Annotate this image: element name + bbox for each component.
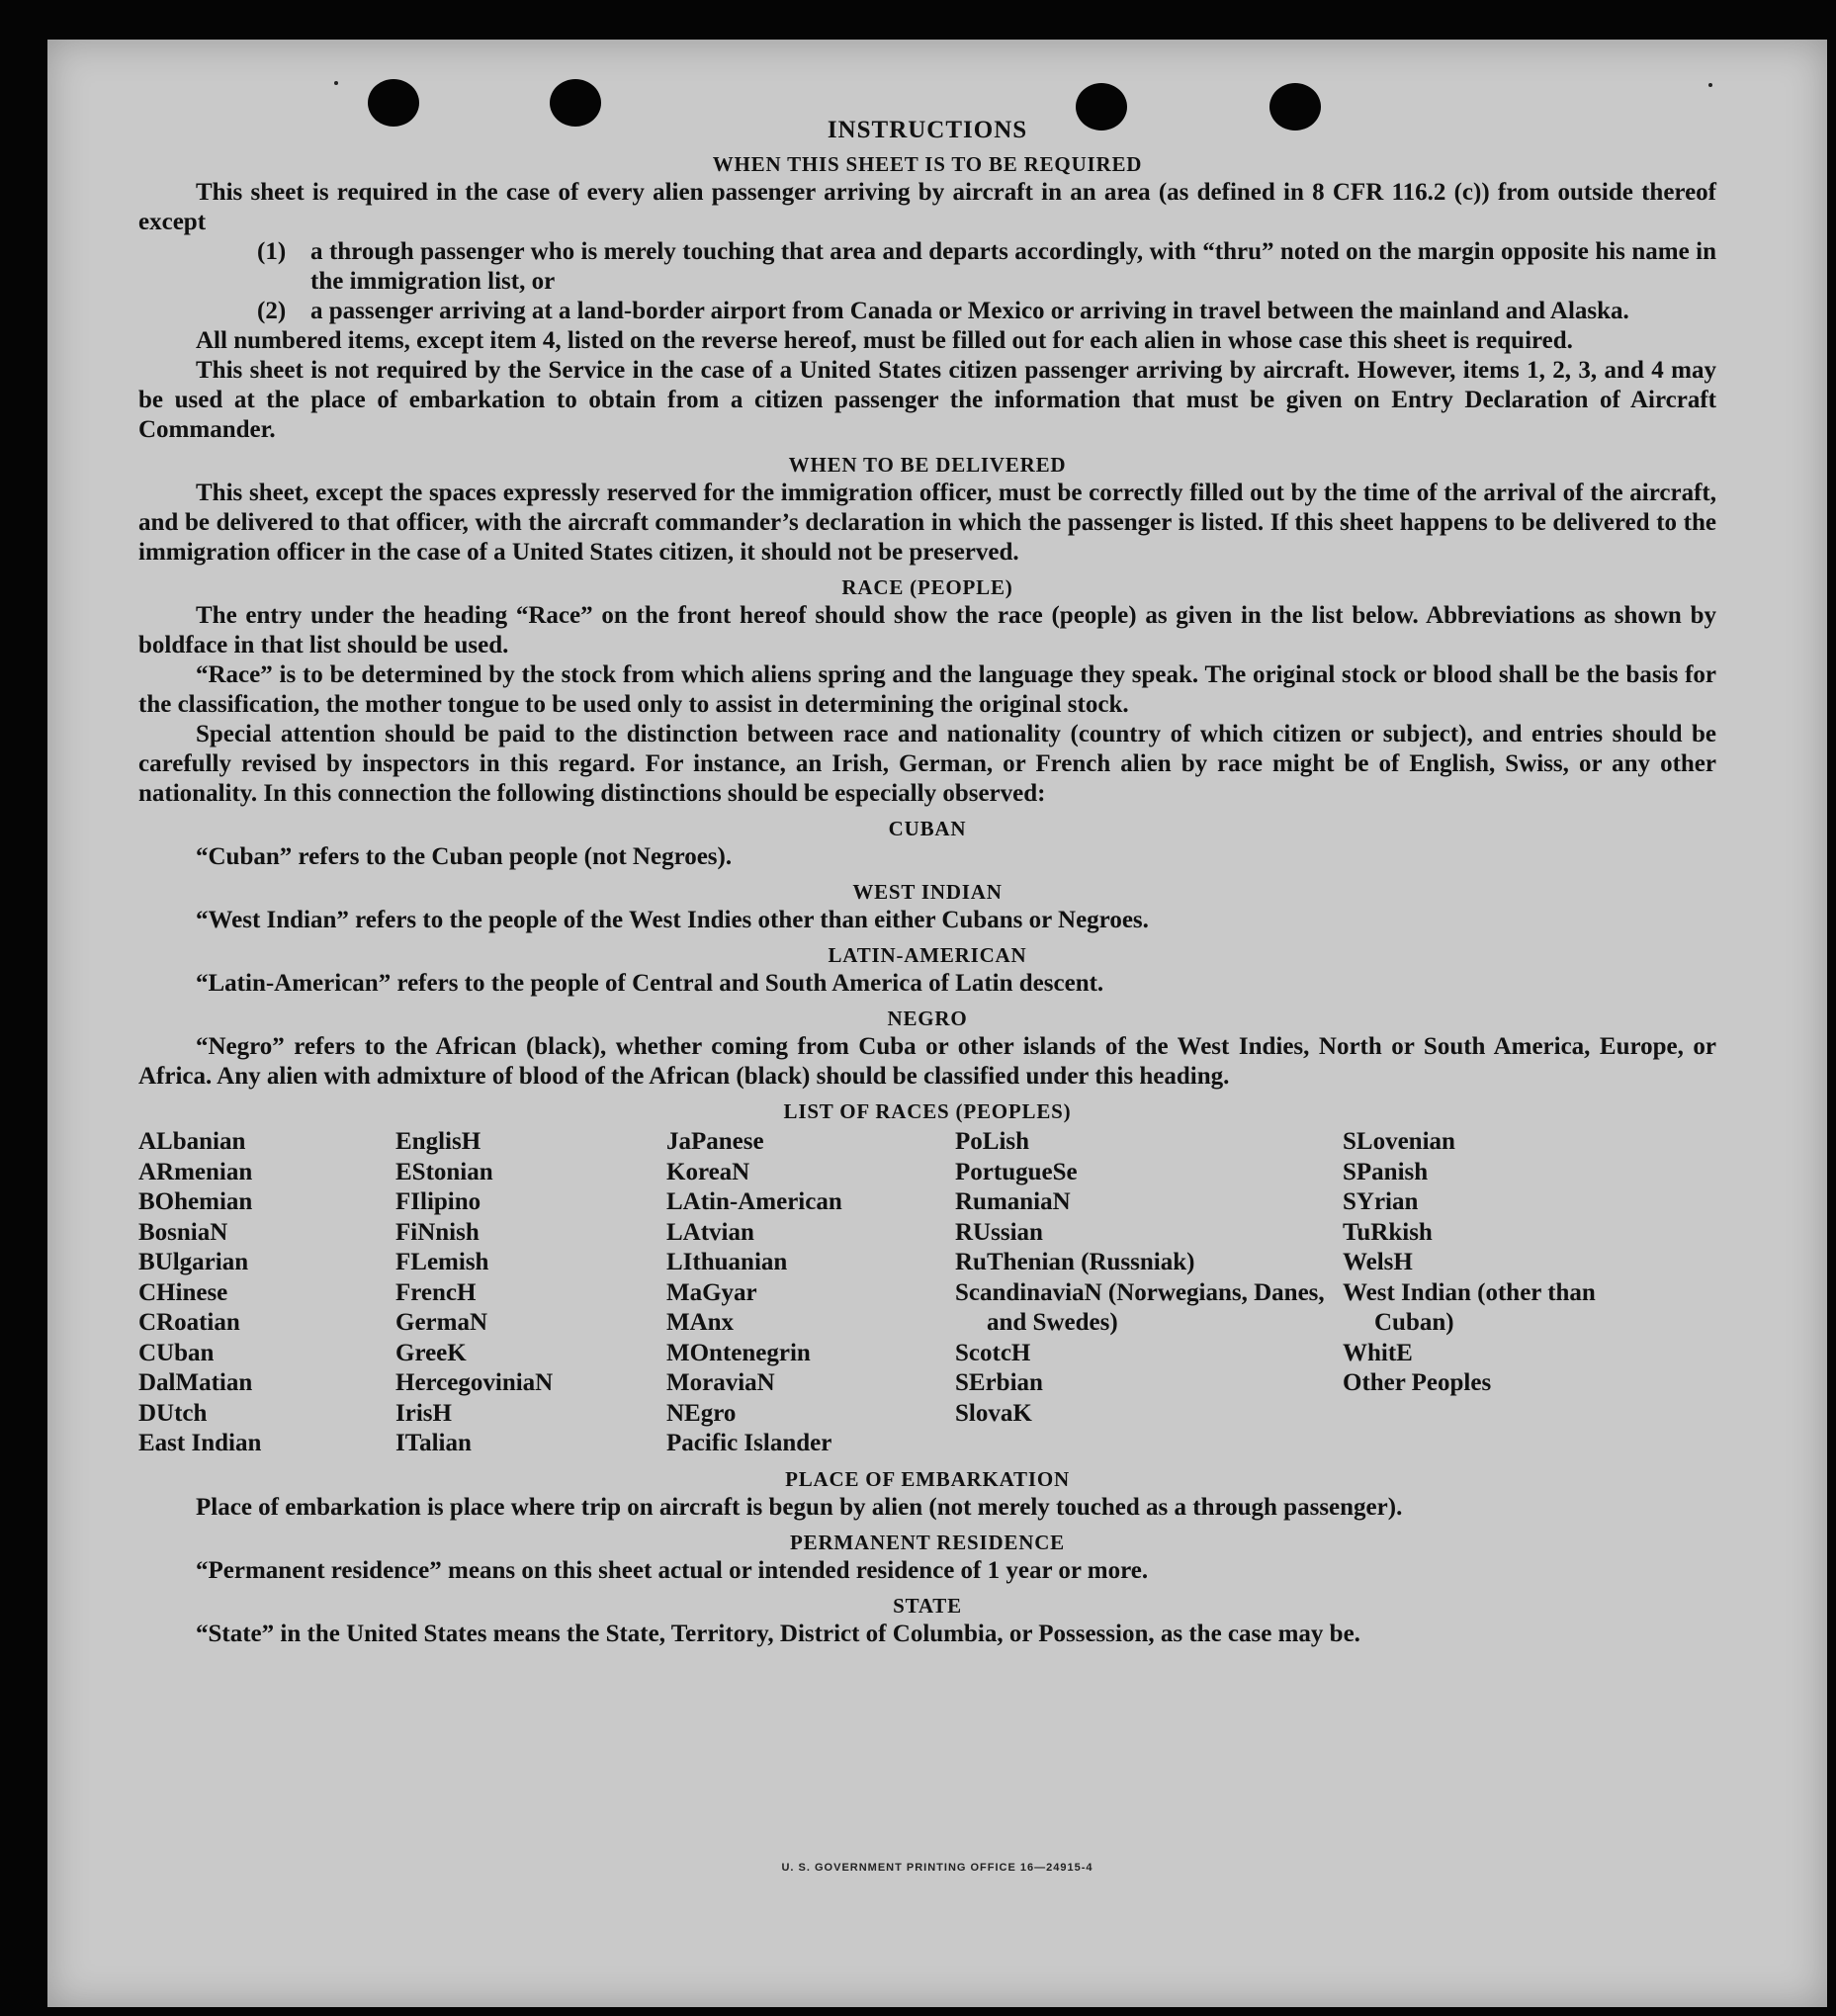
- section-heading-race: RACE (PEOPLE): [841, 575, 1013, 599]
- race-item: KoreaN: [666, 1158, 750, 1185]
- exception-item: [138, 297, 1716, 326]
- page-title: INSTRUCTIONS: [827, 117, 1028, 143]
- race-item: IrisH: [395, 1399, 452, 1427]
- section-heading-when-delivered: WHEN TO BE DELIVERED: [788, 453, 1067, 477]
- race-item: CRoatian: [138, 1309, 240, 1336]
- race-paragraph-1: The entry under the heading “Race” on the front hereof should show the race (people) as given in the list below. Abbreviations as shown by boldface in that list should be used.: [138, 602, 1716, 658]
- race-item: West Indian (other than Cuban): [1343, 1278, 1603, 1336]
- negro-text: “Negro” refers to the African (black), whether coming from Cuba or other islands of the West Indies, North or South America, Europe, or Africa. Any alien with admixture of blood of the African (black) should be classified under this heading.: [138, 1033, 1716, 1090]
- speck: [1708, 83, 1712, 87]
- exception-text: a passenger arriving at a land-border airport from Canada or Mexico or arriving in travel between the mainland and Alaska.: [310, 298, 1629, 324]
- race-item: EStonian: [395, 1158, 493, 1185]
- instructions-content: [138, 117, 1716, 1649]
- permanent-residence-text: “Permanent residence” means on this sheet actual or intended residence of 1 year or more.: [196, 1556, 1149, 1584]
- race-item: ScandinaviaN (Norwegians, Danes, and Swedes): [955, 1278, 1331, 1336]
- race-column: [138, 1127, 395, 1459]
- race-item: PoLish: [955, 1128, 1030, 1155]
- race-item: East Indian: [138, 1430, 262, 1456]
- race-item: Pacific Islander: [666, 1430, 832, 1456]
- race-item: LAtin-American: [666, 1188, 842, 1215]
- exception-number: (2): [257, 298, 287, 324]
- race-item: SlovaK: [955, 1399, 1032, 1427]
- race-paragraph-3: Special attention should be paid to the distinction between race and nationality (country of which citizen or subject), and entries should be carefully revised by inspectors in this regard. For instance, an Irish, German, or French alien by race might be of English, Swiss, or any other nationality. In this connection the following distinctions should be especially observed:: [138, 721, 1716, 807]
- state-text: “State” in the United States means the State, Territory, District of Columbia, or Possession, as the case may be.: [196, 1620, 1360, 1647]
- race-column: [395, 1127, 666, 1459]
- race-item: BUlgarian: [138, 1249, 249, 1275]
- race-item: CUban: [138, 1339, 215, 1366]
- race-item: EnglisH: [395, 1128, 481, 1155]
- race-item: NEgro: [666, 1399, 737, 1427]
- when-required-paragraph-2: All numbered items, except item 4, listed on the reverse hereof, must be filled out for each alien in whose case this sheet is required.: [196, 327, 1573, 354]
- race-paragraph-2: “Race” is to be determined by the stock from which aliens spring and the language they speak. The original stock or blood shall be the basis for the classification, the mother tongue to be used only to assist in determining the original stock.: [138, 661, 1716, 718]
- race-item: FrencH: [395, 1278, 477, 1306]
- race-item: MoraviaN: [666, 1369, 775, 1396]
- race-item: DUtch: [138, 1399, 208, 1427]
- document-sheet: [47, 40, 1827, 2007]
- race-item: FiNnish: [395, 1218, 480, 1246]
- race-item: CHinese: [138, 1278, 228, 1306]
- race-item: DalMatian: [138, 1369, 253, 1396]
- exception-item: [138, 237, 1716, 297]
- race-item: PortugueSe: [955, 1158, 1078, 1185]
- when-required-paragraph-3: This sheet is not required by the Service in the case of a United States citizen passenger arriving by aircraft. However, items 1, 2, 3, and 4 may be used at the place of embarkation to obtain from a citizen passenger the information that must be given on Entry Declaration of Aircraft Commander.: [138, 357, 1716, 443]
- speck: [334, 81, 338, 85]
- when-delivered-text: This sheet, except the spaces expressly reserved for the immigration officer, must be correctly filled out by the time of the arrival of the aircraft, and be delivered to that officer, with the aircraft commander’s declaration in which the passenger is listed. If this sheet happens to be delivered to the immigration officer in the case of a United States citizen, it should not be preserved.: [138, 480, 1716, 566]
- section-heading-latin-american: LATIN-AMERICAN: [828, 943, 1027, 967]
- race-item: FLemish: [395, 1249, 489, 1275]
- cuban-text: “Cuban” refers to the Cuban people (not Negroes).: [196, 843, 733, 870]
- race-column: [955, 1127, 1343, 1459]
- printer-imprint: U. S. GOVERNMENT PRINTING OFFICE 16—24915-4: [781, 1862, 1093, 1874]
- race-item: MaGyar: [666, 1278, 757, 1306]
- race-item: RumaniaN: [955, 1188, 1071, 1215]
- race-list: [138, 1127, 1716, 1459]
- race-item: HercegoviniaN: [395, 1369, 554, 1396]
- race-item: BOhemian: [138, 1188, 253, 1215]
- race-item: RUssian: [955, 1218, 1043, 1246]
- race-item: GermaN: [395, 1309, 488, 1336]
- race-item: ARmenian: [138, 1158, 253, 1185]
- embarkation-text: Place of embarkation is place where trip on aircraft is begun by alien (not merely touched as a through passenger).: [196, 1493, 1403, 1521]
- race-item: JaPanese: [666, 1128, 764, 1155]
- section-heading-west-indian: WEST INDIAN: [852, 880, 1003, 904]
- race-item: GreeK: [395, 1339, 467, 1366]
- race-item: LIthuanian: [666, 1249, 788, 1275]
- race-item: MOntenegrin: [666, 1339, 811, 1366]
- race-item: BosniaN: [138, 1218, 228, 1246]
- latin-american-text: “Latin-American” refers to the people of Central and South America of Latin descent.: [196, 970, 1104, 997]
- west-indian-text: “West Indian” refers to the people of the West Indies other than either Cubans or Negroes.: [196, 907, 1149, 933]
- race-item: SYrian: [1343, 1188, 1419, 1215]
- race-item: SErbian: [955, 1369, 1043, 1396]
- race-item: TuRkish: [1343, 1218, 1433, 1246]
- race-item: SLovenian: [1343, 1128, 1455, 1155]
- section-heading-when-required: WHEN THIS SHEET IS TO BE REQUIRED: [712, 152, 1143, 176]
- section-heading-permanent-residence: PERMANENT RESIDENCE: [790, 1530, 1065, 1554]
- race-item: LAtvian: [666, 1218, 754, 1246]
- race-item: ITalian: [395, 1430, 472, 1456]
- race-item: ALbanian: [138, 1128, 246, 1155]
- race-item: FIlipino: [395, 1188, 481, 1215]
- race-item: ScotcH: [955, 1339, 1031, 1366]
- race-item: SPanish: [1343, 1158, 1429, 1185]
- exception-number: (1): [257, 238, 287, 265]
- exception-text: a through passenger who is merely touching that area and departs accordingly, with “thru” noted on the margin opposite his name in the immigration list, or: [310, 238, 1716, 295]
- race-item: WelsH: [1343, 1249, 1413, 1275]
- race-column: [666, 1127, 955, 1459]
- race-item: WhitE: [1343, 1339, 1413, 1366]
- race-column: [1343, 1127, 1659, 1459]
- section-heading-embarkation: PLACE OF EMBARKATION: [785, 1466, 1070, 1491]
- race-item: MAnx: [666, 1309, 735, 1336]
- section-heading-state: STATE: [893, 1593, 962, 1618]
- race-item: Other Peoples: [1343, 1369, 1492, 1396]
- race-item: RuThenian (Russniak): [955, 1249, 1195, 1275]
- section-heading-cuban: CUBAN: [888, 817, 967, 840]
- when-required-intro: This sheet is required in the case of every alien passenger arriving by aircraft in an area (as defined in 8 CFR 116.2 (c)) from outside thereof except: [138, 179, 1716, 235]
- section-heading-negro: NEGRO: [887, 1007, 968, 1030]
- section-heading-list-of-races: LIST OF RACES (PEOPLES): [783, 1099, 1072, 1123]
